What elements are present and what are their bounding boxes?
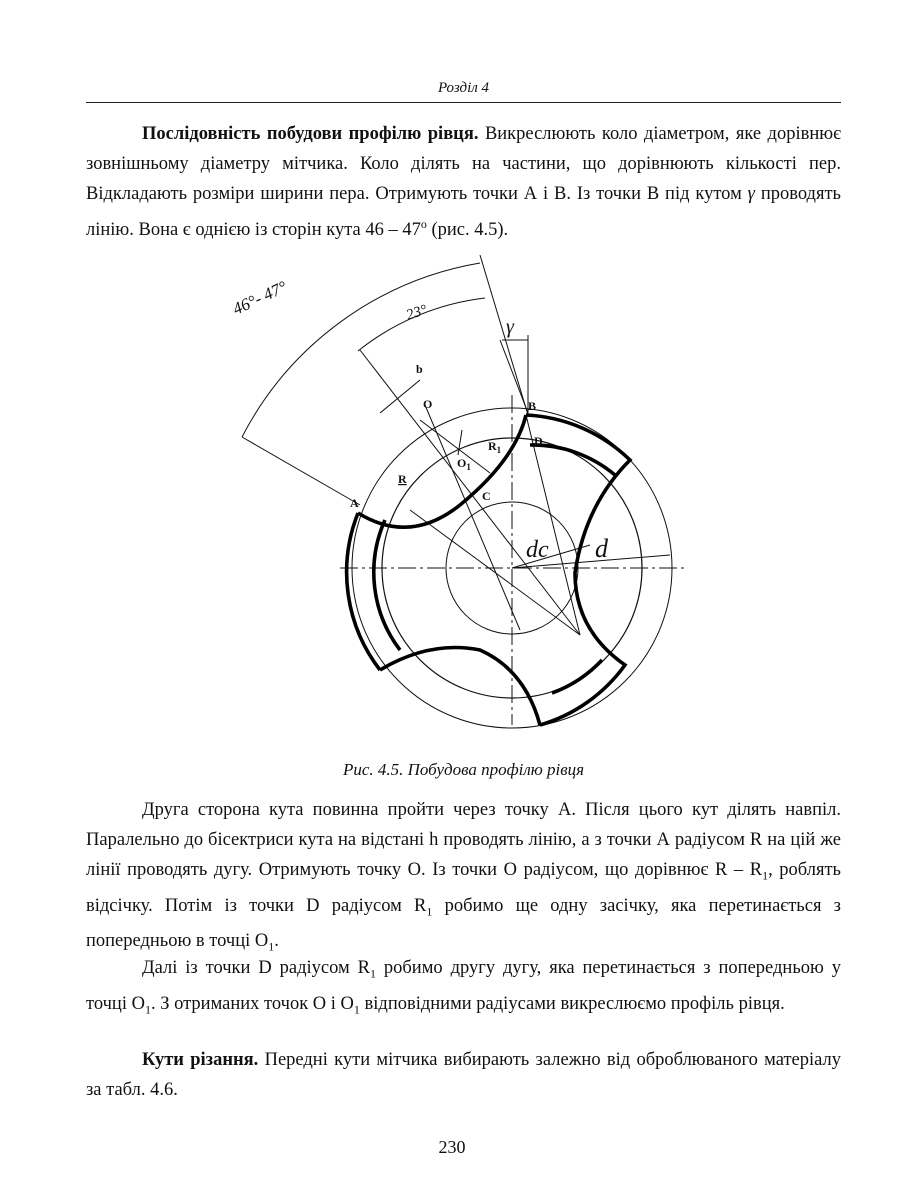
section-title: Розділ 4	[437, 80, 490, 96]
core-diameter-label: dc	[526, 537, 549, 563]
point-o1-label: $O_1$	[457, 456, 471, 472]
point-a-label: A	[350, 496, 359, 510]
gamma-side	[500, 340, 528, 413]
point-d-label: D	[534, 434, 543, 448]
figure-caption: Рис. 4.5. Побудова профілю рівця	[342, 760, 585, 779]
bisector	[360, 350, 580, 635]
figure-groove-profile	[230, 255, 690, 755]
paragraph-text: Викреслюють коло діаметром, яке дорівнює зовнішньому діаметру мітчика. Коло ділять на частини, що дорівнюють кількості пер. Відкладають розміри ширини пера. Отримують точки А і В. Із точки В під кутом	[86, 124, 842, 204]
r1-line	[420, 420, 490, 473]
page-number: 230	[438, 1137, 466, 1157]
groove-profile-drawing	[230, 255, 690, 755]
degree-mark: о	[420, 217, 427, 231]
angle-side-b	[480, 255, 528, 415]
point-b-label: B	[528, 399, 537, 413]
gamma-symbol: γ	[747, 184, 755, 204]
b-dimension	[380, 380, 420, 413]
paragraph-profile-sequence	[86, 119, 841, 245]
paragraph-second-arc: Далі із точки D радіусом $R_1$ робимо другу дугу, яка перетинається з попередньою у точці $О_1$. З отриманих точок О і $О_1$ відповідними радіусами викреслюємо профіль рівця.	[86, 958, 841, 1017]
construction-a	[410, 510, 580, 635]
angle-side-a	[242, 437, 360, 505]
gamma-label: γ	[506, 316, 514, 338]
radius-r-label: R	[398, 472, 407, 486]
paragraph-lead-heading: Кути різання.	[142, 1050, 259, 1070]
land-left	[374, 520, 400, 650]
b-label: b	[416, 362, 423, 376]
land-right-top	[530, 445, 615, 475]
paragraph-text: проводять лінію. Вона є однією із сторін кута 46 – 47	[86, 184, 841, 241]
paragraph-second-side: Друга сторона кута повинна пройти через точку А. Після цього кут ділять навпіл. Паралельно до бісектриси кута на відстані h проводять лінію, а з точки А радіусом R на цій же лінії проводять дугу. Отримують точку О. Із точки О радіусом, що дорівнює R – $R_1$, роблять відсічку. Потім із точки D радіусом $R_1$ робимо ще одну засічку, яка перетинається з попередньою в точці $О_1$.	[86, 800, 841, 955]
paragraph-cutting-angles: Кути різання. Передні кути мітчика вибирають залежно від оброблюваного матеріалу за табл. 4.6.	[86, 1050, 841, 1100]
point-c-label: C	[482, 489, 491, 503]
angle-23-label: 23°	[404, 302, 430, 324]
groove-profile-top	[358, 415, 526, 527]
point-o-label: O	[423, 397, 433, 411]
running-header	[86, 80, 841, 103]
paragraph-lead-heading: Послідовність побудови профілю рівця.	[142, 124, 479, 144]
outer-diameter-label: d	[595, 534, 608, 563]
r1-label: $R_1$	[488, 439, 502, 455]
angle-46-47-label: 46°- 47°	[230, 277, 290, 319]
land-right-bottom	[552, 660, 602, 693]
paragraph-text: (рис. 4.5).	[426, 220, 509, 241]
